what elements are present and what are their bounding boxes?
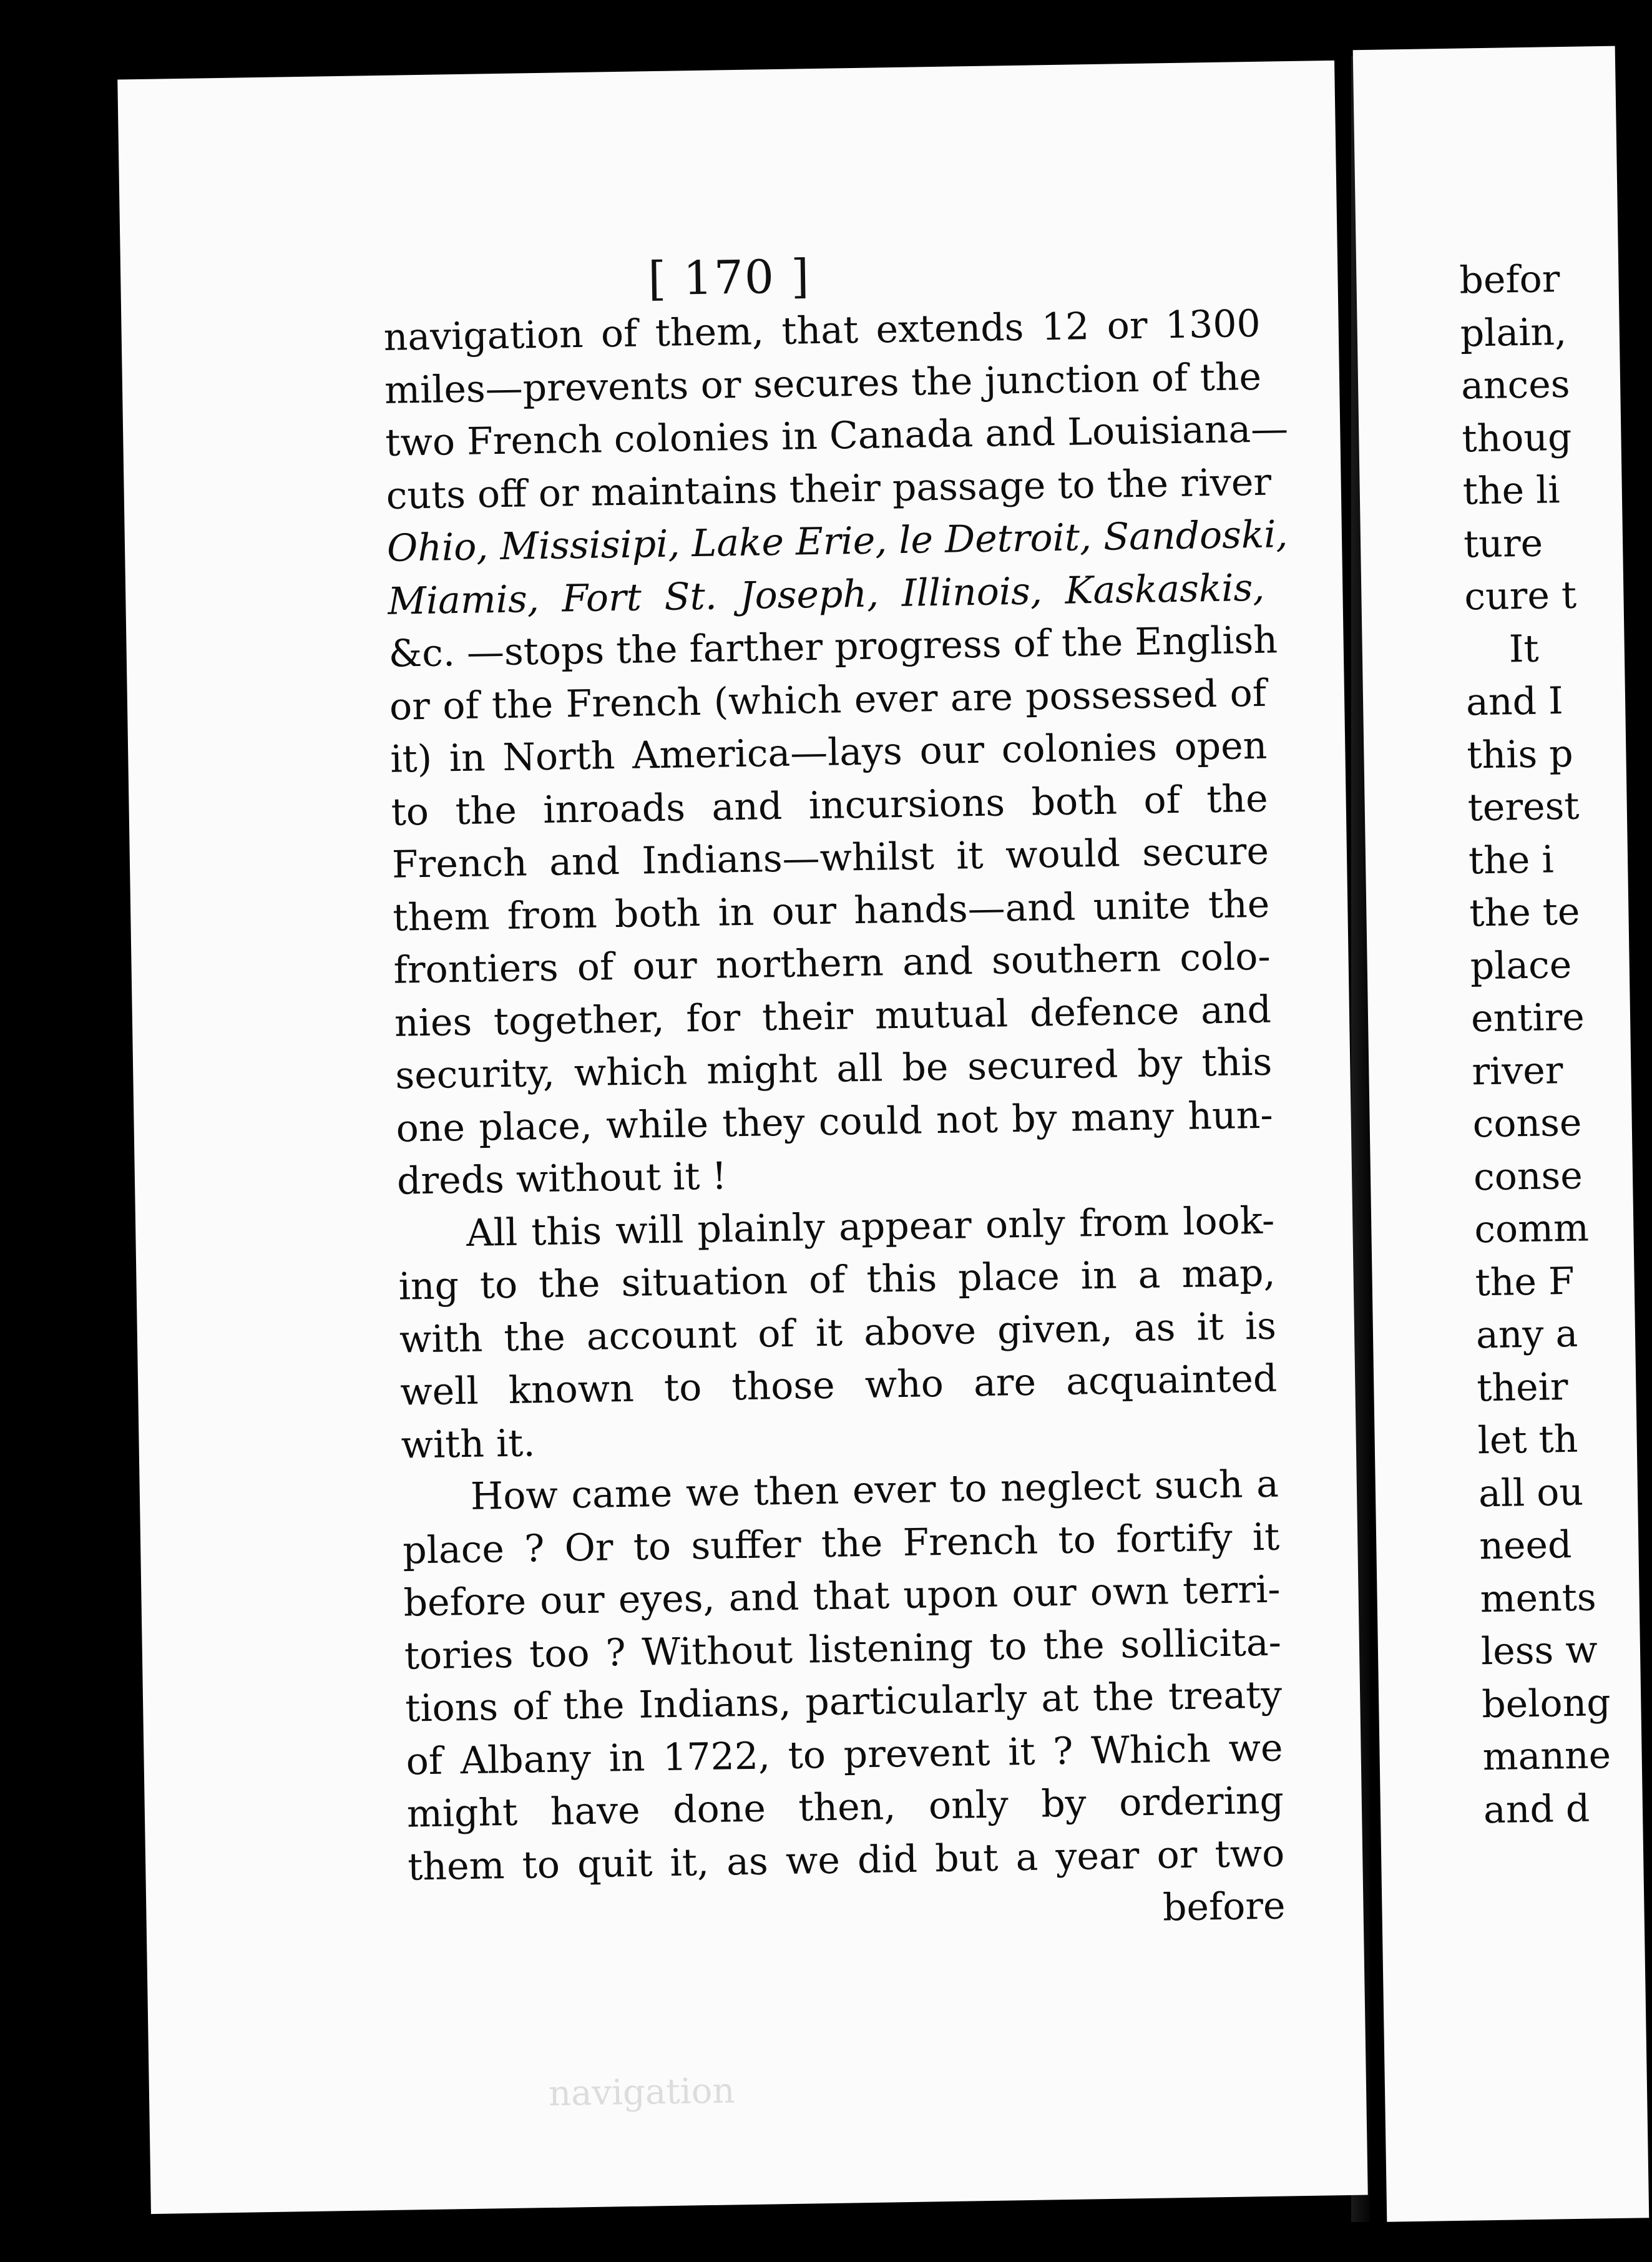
adjacent-line: any a: [1475, 1311, 1578, 1358]
adjacent-line: their: [1476, 1364, 1569, 1410]
adjacent-line: ture: [1463, 521, 1543, 567]
text-line: security, which might all be secured by this: [394, 1040, 1273, 1098]
bleed-through-text: navigation: [548, 2070, 735, 2115]
adjacent-line: belong: [1481, 1680, 1611, 1726]
adjacent-line: let th: [1477, 1417, 1578, 1463]
adjacent-line: less w: [1480, 1628, 1598, 1674]
text-line: one place, while they could not by many hun-: [396, 1093, 1274, 1151]
text-line: might have done then, only by ordering: [406, 1778, 1284, 1836]
text-line: place ? Or to suffer the French to fortify it: [402, 1515, 1280, 1573]
adjacent-page: [1353, 46, 1650, 2222]
text-line: All this will plainly appear only from look-: [466, 1198, 1275, 1255]
adjacent-line: the te: [1469, 889, 1580, 936]
adjacent-line: entire: [1470, 995, 1585, 1041]
adjacent-line: river: [1471, 1048, 1563, 1094]
adjacent-line: this p: [1466, 732, 1574, 777]
book-page: [117, 61, 1367, 2214]
text-line: frontiers of our northern and southern colo-: [393, 934, 1271, 992]
text-line: or of the French (which ever are possessed of: [389, 671, 1267, 729]
text-line: them to quit it, as we did but a year or two: [407, 1831, 1285, 1889]
page-number: [ 170 ]: [647, 250, 811, 306]
text-line: Miamis, Fort St. Joseph, Illinois, Kaskaskis,: [387, 566, 1265, 624]
text-line: navigation of them, that extends 12 or 1300: [383, 301, 1261, 360]
catchword: before: [1162, 1884, 1286, 1930]
adjacent-line: the i: [1468, 837, 1555, 883]
text-line: to the inroads and incursions both of the: [391, 776, 1269, 835]
text-line: nies together, for their mutual defence and: [394, 987, 1272, 1045]
adjacent-line: thoug: [1461, 415, 1572, 461]
text-line: it) in North America—lays our colonies open: [389, 723, 1268, 781]
page-body-text: [383, 298, 1289, 1946]
text-line: How came we then ever to neglect such a: [470, 1462, 1279, 1519]
adjacent-line: befor: [1459, 257, 1560, 303]
adjacent-line: all ou: [1478, 1470, 1584, 1515]
adjacent-line: ments: [1480, 1575, 1597, 1621]
adjacent-line: the li: [1462, 468, 1561, 514]
text-line: French and Indians—whilst it would secure: [391, 829, 1269, 887]
text-line: with the account of it above given, as it is: [399, 1304, 1277, 1362]
text-line: tories too ? Without listening to the sollicita-: [404, 1620, 1282, 1678]
text-line: with it.: [401, 1421, 535, 1467]
text-line: of Albany in 1722, to prevent it ? Which we: [406, 1726, 1284, 1784]
text-line: two French colonies in Canada and Louisiana—: [384, 407, 1289, 465]
adjacent-line: ances: [1460, 362, 1571, 408]
adjacent-line: place: [1470, 942, 1572, 988]
text-line: before our eyes, and that upon our own terri-: [403, 1567, 1281, 1625]
text-line: miles—prevents or secures the junction of the: [384, 355, 1262, 413]
adjacent-line: conse: [1473, 1153, 1583, 1199]
adjacent-line: terest: [1467, 784, 1580, 830]
adjacent-line: It: [1508, 627, 1540, 671]
text-line: ing to the situation of this place in a map,: [398, 1251, 1276, 1309]
adjacent-line: need: [1478, 1523, 1572, 1569]
text-line: cuts off or maintains their passage to the river: [386, 460, 1272, 518]
adjacent-line: the F: [1475, 1259, 1575, 1305]
text-line: well known to those who are acquainted: [399, 1356, 1278, 1414]
text-line: &c. —stops the farther progress of the English: [388, 618, 1278, 676]
adjacent-line: and d: [1483, 1786, 1590, 1832]
adjacent-line: conse: [1472, 1100, 1582, 1147]
adjacent-line: comm: [1474, 1206, 1590, 1252]
text-line: tions of the Indians, particularly at the treaty: [404, 1673, 1283, 1731]
text-line: dreds without it !: [396, 1154, 728, 1203]
text-line: Ohio, Missisipi, Lake Erie, le Detroit, Sandoski,: [386, 512, 1288, 570]
adjacent-line: plain,: [1460, 310, 1567, 356]
adjacent-page-text: [1459, 252, 1646, 1836]
adjacent-line: manne: [1482, 1733, 1611, 1780]
adjacent-line: cure t: [1464, 573, 1577, 619]
adjacent-line: and I: [1465, 679, 1564, 725]
text-line: them from both in our hands—and unite the: [392, 882, 1270, 940]
